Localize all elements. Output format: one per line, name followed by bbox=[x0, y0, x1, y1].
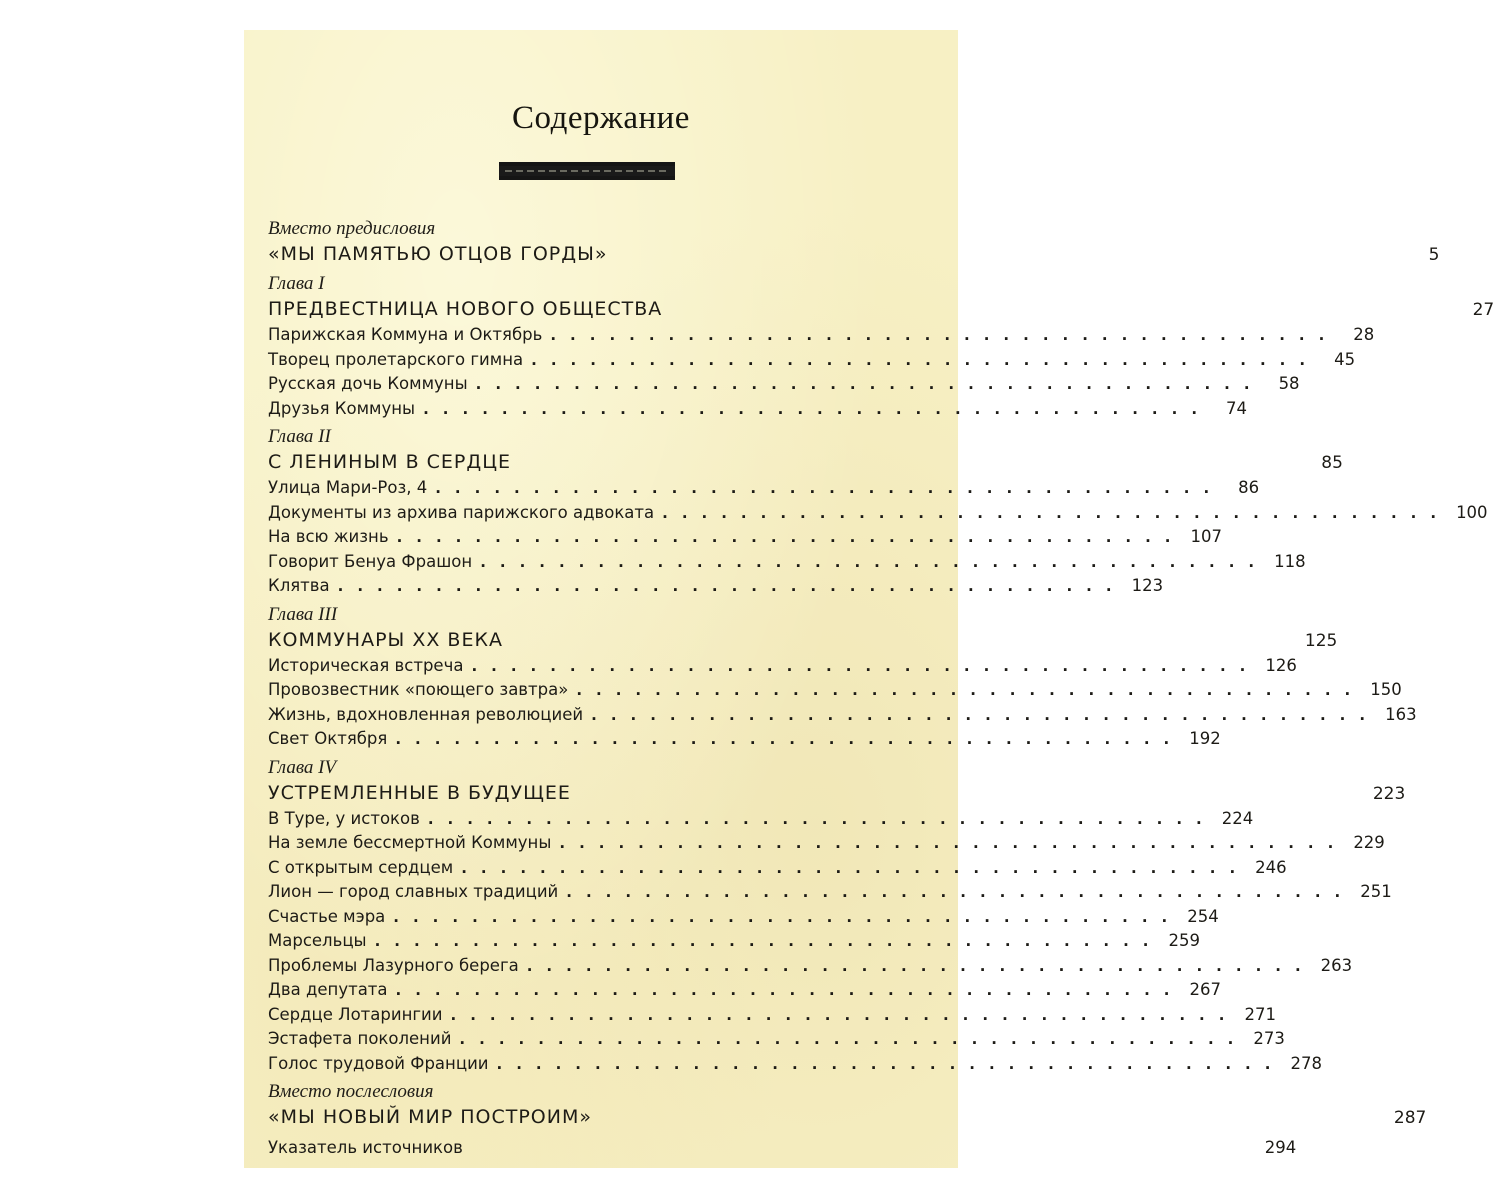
dot-leader: ........................................ bbox=[393, 907, 1182, 926]
dot-leader: ........................................ bbox=[396, 528, 1185, 546]
dot-leader: ........................................ bbox=[559, 834, 1348, 852]
section-heading[interactable] bbox=[268, 295, 1494, 323]
toc-entry[interactable] bbox=[268, 1052, 1322, 1077]
page-number: 163 bbox=[1385, 704, 1417, 724]
entry-title: В Туре, у истоков bbox=[268, 808, 420, 828]
toc-entry[interactable] bbox=[268, 323, 1375, 348]
page-title: Содержание bbox=[512, 100, 690, 136]
page-number: 223 bbox=[1372, 783, 1406, 804]
toc-section-chapter-3 bbox=[268, 603, 1417, 752]
entry-title: Марсельцы bbox=[268, 931, 367, 950]
heading-text: «МЫ ПАМЯТЬЮ ОТЦОВ ГОРДЫ» bbox=[268, 243, 608, 265]
page-number: 126 bbox=[1265, 655, 1297, 675]
heading-text: С ЛЕНИНЫМ В СЕРДЦЕ bbox=[268, 451, 511, 473]
toc-entry[interactable] bbox=[268, 905, 1219, 930]
toc-entry[interactable] bbox=[268, 807, 1254, 832]
toc-entry[interactable] bbox=[268, 397, 1248, 422]
entry-title: Историческая встреча bbox=[268, 655, 464, 675]
toc-section-foreword bbox=[268, 218, 1440, 268]
dot-leader: ........................................ bbox=[395, 730, 1184, 748]
entry-title: Счастье мэра bbox=[268, 906, 386, 926]
section-heading[interactable] bbox=[268, 1103, 1427, 1131]
page-number: 273 bbox=[1253, 1029, 1285, 1048]
page-number: 28 bbox=[1353, 325, 1375, 344]
page-number: 251 bbox=[1360, 882, 1392, 901]
entry-title: Лион — город славных традиций bbox=[268, 882, 559, 901]
section-heading[interactable] bbox=[268, 779, 1406, 807]
title-ornament bbox=[499, 162, 675, 180]
toc-entry[interactable] bbox=[268, 978, 1221, 1003]
dot-leader: ........................................ bbox=[591, 705, 1380, 724]
toc-entry[interactable] bbox=[268, 550, 1306, 575]
entry-title: Документы из архива парижского адвоката bbox=[268, 502, 655, 522]
entry-title: Русская дочь Коммуны bbox=[268, 374, 468, 393]
toc-entry[interactable] bbox=[268, 727, 1221, 752]
toc-section-chapter-4 bbox=[268, 756, 1406, 1077]
toc-entry[interactable] bbox=[268, 654, 1297, 679]
page-number: 259 bbox=[1168, 931, 1201, 950]
dot-leader: ........................................ bbox=[475, 375, 1264, 393]
toc-entry-index[interactable] bbox=[268, 1136, 1297, 1161]
toc-section-chapter-2 bbox=[268, 426, 1488, 599]
section-heading[interactable] bbox=[268, 240, 1440, 268]
page-number: 123 bbox=[1131, 576, 1164, 595]
toc-section-chapter-1 bbox=[268, 273, 1494, 421]
toc-entry[interactable] bbox=[268, 501, 1488, 526]
section-label: Глава I bbox=[268, 273, 325, 294]
dot-leader: ........................................ bbox=[566, 883, 1355, 901]
section-heading[interactable] bbox=[268, 626, 1338, 654]
page-number: 125 bbox=[1304, 630, 1338, 651]
entry-title: Творец пролетарского гимна bbox=[268, 349, 524, 369]
page-number: 267 bbox=[1189, 980, 1221, 999]
toc-entry[interactable] bbox=[268, 372, 1300, 397]
toc-entry[interactable] bbox=[268, 678, 1402, 703]
page-number: 85 bbox=[1321, 453, 1343, 473]
section-label: Глава IV bbox=[268, 756, 337, 778]
heading-text: ПРЕДВЕСТНИЦА НОВОГО ОБЩЕСТВА bbox=[268, 298, 663, 320]
toc-entry[interactable] bbox=[268, 856, 1287, 881]
page-number: 58 bbox=[1278, 374, 1300, 393]
dot-leader: ........................................ bbox=[526, 956, 1315, 975]
dot-leader: ........................................ bbox=[395, 981, 1184, 999]
heading-text: КОММУНАРЫ XX ВЕКА bbox=[268, 628, 503, 651]
dot-leader: ........................................ bbox=[461, 858, 1250, 877]
entry-title: Улица Мари-Роз, 4 bbox=[268, 478, 428, 497]
dot-leader: ........................................ bbox=[471, 656, 1260, 675]
dot-leader: ........................................ bbox=[450, 1005, 1239, 1024]
page-number: 150 bbox=[1370, 680, 1402, 699]
toc-entry[interactable] bbox=[268, 831, 1385, 856]
entry-title: Говорит Бенуа Фрашон bbox=[268, 551, 473, 571]
entry-title: На всю жизнь bbox=[268, 527, 389, 546]
dot-leader: ........................................ bbox=[480, 552, 1269, 571]
toc-section-afterword bbox=[268, 1081, 1427, 1131]
dot-leader: ........................................ bbox=[459, 1030, 1248, 1048]
page-number: 86 bbox=[1238, 478, 1260, 497]
page-number: 278 bbox=[1290, 1053, 1322, 1073]
page-number: 246 bbox=[1255, 857, 1287, 877]
entry-title: Свет Октября bbox=[268, 729, 388, 748]
page-number: 107 bbox=[1190, 527, 1223, 546]
page-number: 5 bbox=[1428, 245, 1440, 265]
page-number: 74 bbox=[1226, 398, 1248, 418]
section-heading[interactable] bbox=[268, 448, 1343, 476]
table-of-contents bbox=[268, 218, 1494, 1166]
entry-title: Сердце Лотарингии bbox=[268, 1004, 443, 1024]
dot-leader: ........................................ bbox=[374, 932, 1163, 950]
entry-title: Провозвестник «поющего завтра» bbox=[268, 680, 569, 699]
page-number: 271 bbox=[1244, 1004, 1276, 1024]
page-number: 254 bbox=[1187, 906, 1219, 926]
entry-title: Указатель источников bbox=[268, 1138, 463, 1157]
entry-title: Друзья Коммуны bbox=[268, 398, 416, 418]
toc-entry[interactable] bbox=[268, 348, 1356, 373]
entry-title: Проблемы Лазурного берега bbox=[268, 955, 519, 975]
toc-entry[interactable] bbox=[268, 574, 1164, 599]
entry-title: Два депутата bbox=[268, 980, 388, 999]
section-label: Вместо предисловия bbox=[268, 218, 436, 239]
page-number: 287 bbox=[1393, 1108, 1427, 1128]
entry-title: Парижская Коммуна и Октябрь bbox=[268, 325, 543, 344]
dot-leader: ........................................ bbox=[550, 326, 1339, 344]
book-page bbox=[244, 30, 1494, 1168]
entry-title: Голос трудовой Франции bbox=[268, 1053, 489, 1073]
section-label: Глава III bbox=[268, 603, 338, 625]
heading-text: УСТРЕМЛЕННЫЕ В БУДУЩЕЕ bbox=[268, 781, 571, 804]
page-number: 118 bbox=[1274, 551, 1306, 571]
heading-text: «МЫ НОВЫЙ МИР ПОСТРОИМ» bbox=[268, 1106, 592, 1128]
section-label: Глава II bbox=[268, 426, 331, 447]
dot-leader: ........................................ bbox=[427, 809, 1216, 828]
dot-leader: ........................................ bbox=[662, 503, 1451, 522]
dot-leader: ........................................ bbox=[496, 1054, 1285, 1073]
page-number: 100 bbox=[1456, 502, 1488, 522]
page-number: 294 bbox=[1264, 1138, 1297, 1157]
page-number: 229 bbox=[1353, 833, 1385, 852]
dot-leader: ........................................ bbox=[435, 479, 1224, 497]
section-label: Вместо послесловия bbox=[268, 1081, 434, 1102]
entry-title: Клятва bbox=[268, 576, 330, 595]
entry-title: На земле бессмертной Коммуны bbox=[268, 833, 552, 852]
dot-leader: ........................................ bbox=[337, 577, 1126, 595]
toc-section-index bbox=[268, 1136, 1297, 1161]
entry-title: Жизнь, вдохновленная революцией bbox=[268, 704, 584, 724]
toc-entry[interactable] bbox=[268, 880, 1392, 905]
toc-entry[interactable] bbox=[268, 929, 1201, 954]
toc-entry[interactable] bbox=[268, 1027, 1285, 1052]
page-number: 224 bbox=[1221, 808, 1254, 828]
toc-entry[interactable] bbox=[268, 1003, 1276, 1028]
page-number: 192 bbox=[1189, 729, 1221, 748]
toc-entry[interactable] bbox=[268, 525, 1223, 550]
toc-entry[interactable] bbox=[268, 703, 1417, 728]
toc-entry[interactable] bbox=[268, 954, 1353, 979]
entry-title: Эстафета поколений bbox=[268, 1029, 452, 1048]
dot-leader: ........................................ bbox=[531, 350, 1320, 369]
page-number: 263 bbox=[1320, 955, 1353, 975]
entry-title: С открытым сердцем bbox=[268, 857, 454, 877]
page-number: 27 bbox=[1472, 300, 1494, 320]
toc-entry[interactable] bbox=[268, 476, 1260, 501]
dot-leader: ........................................ bbox=[576, 681, 1365, 699]
dot-leader: ........................................ bbox=[423, 399, 1212, 418]
page-number: 45 bbox=[1334, 349, 1356, 369]
